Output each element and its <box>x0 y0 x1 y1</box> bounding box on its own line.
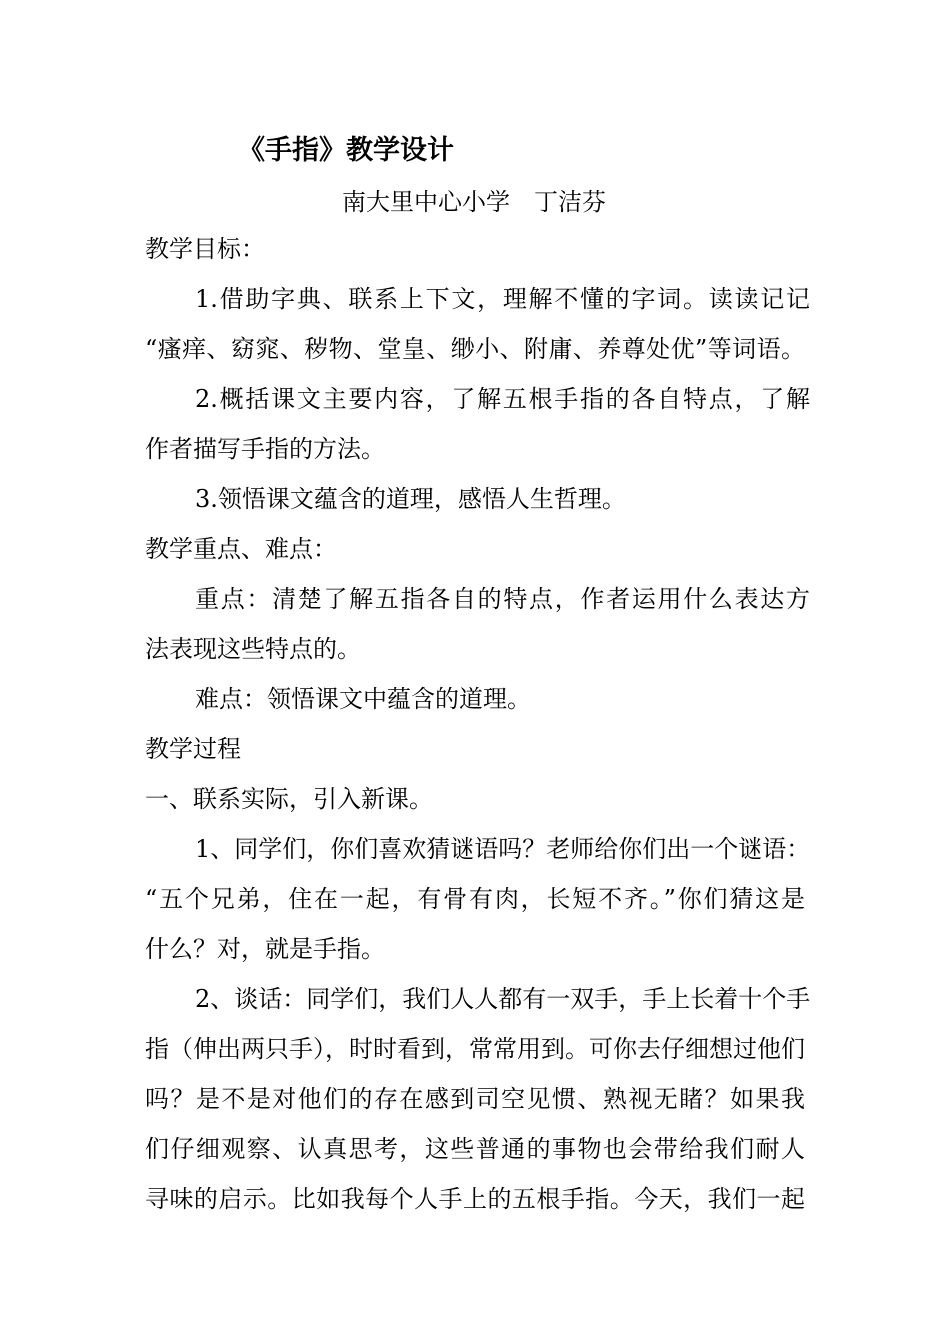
paragraph-line: “瘙痒、窈窕、秽物、堂皇、缈小、附庸、养尊处优”等词语。 <box>145 335 805 363</box>
paragraph-line: “五个兄弟，住在一起，有骨有肉，长短不齐。”你们猜这是 <box>145 885 805 913</box>
paragraph-line: 什么？对，就是手指。 <box>145 935 385 963</box>
paragraph-line: 1.借助字典、联系上下文，理解不懂的字词。读读记记 <box>195 285 810 313</box>
paragraph-line: 3.领悟课文蕴含的道理，感悟人生哲理。 <box>195 485 626 513</box>
paragraph-line: 2.概括课文主要内容，了解五根手指的各自特点，了解 <box>195 385 810 413</box>
paragraph-line: 2、谈话：同学们，我们人人都有一双手，手上长着十个手 <box>195 985 811 1013</box>
paragraph-line: 指（伸出两只手），时时看到，常常用到。可你去仔细想过他们 <box>145 1035 805 1063</box>
author-line: 南大里中心小学 丁洁芬 <box>342 188 606 216</box>
paragraph-line: 法表现这些特点的。 <box>145 635 361 663</box>
paragraph-line: 重点：清楚了解五指各自的特点，作者运用什么表达方 <box>195 585 810 613</box>
paragraph-line: 们仔细观察、认真思考，这些普通的事物也会带给我们耐人 <box>145 1135 805 1163</box>
paragraph-line: 吗？是不是对他们的存在感到司空见惯、熟视无睹？如果我 <box>145 1085 805 1113</box>
paragraph-line: 1、同学们，你们喜欢猜谜语吗？老师给你们出一个谜语： <box>195 835 811 863</box>
heading-teaching-process: 教学过程 <box>145 735 241 763</box>
heading-key-points: 教学重点、难点： <box>145 535 337 563</box>
paragraph-line: 难点：领悟课文中蕴含的道理。 <box>195 685 531 713</box>
paragraph-line: 寻味的启示。比如我每个人手上的五根手指。今天，我们一起 <box>145 1185 805 1213</box>
document-title: 《手指》教学设计 <box>238 135 454 166</box>
paragraph-line: 作者描写手指的方法。 <box>145 435 385 463</box>
section-heading: 一、联系实际，引入新课。 <box>145 785 433 813</box>
heading-teaching-goals: 教学目标： <box>145 235 265 263</box>
